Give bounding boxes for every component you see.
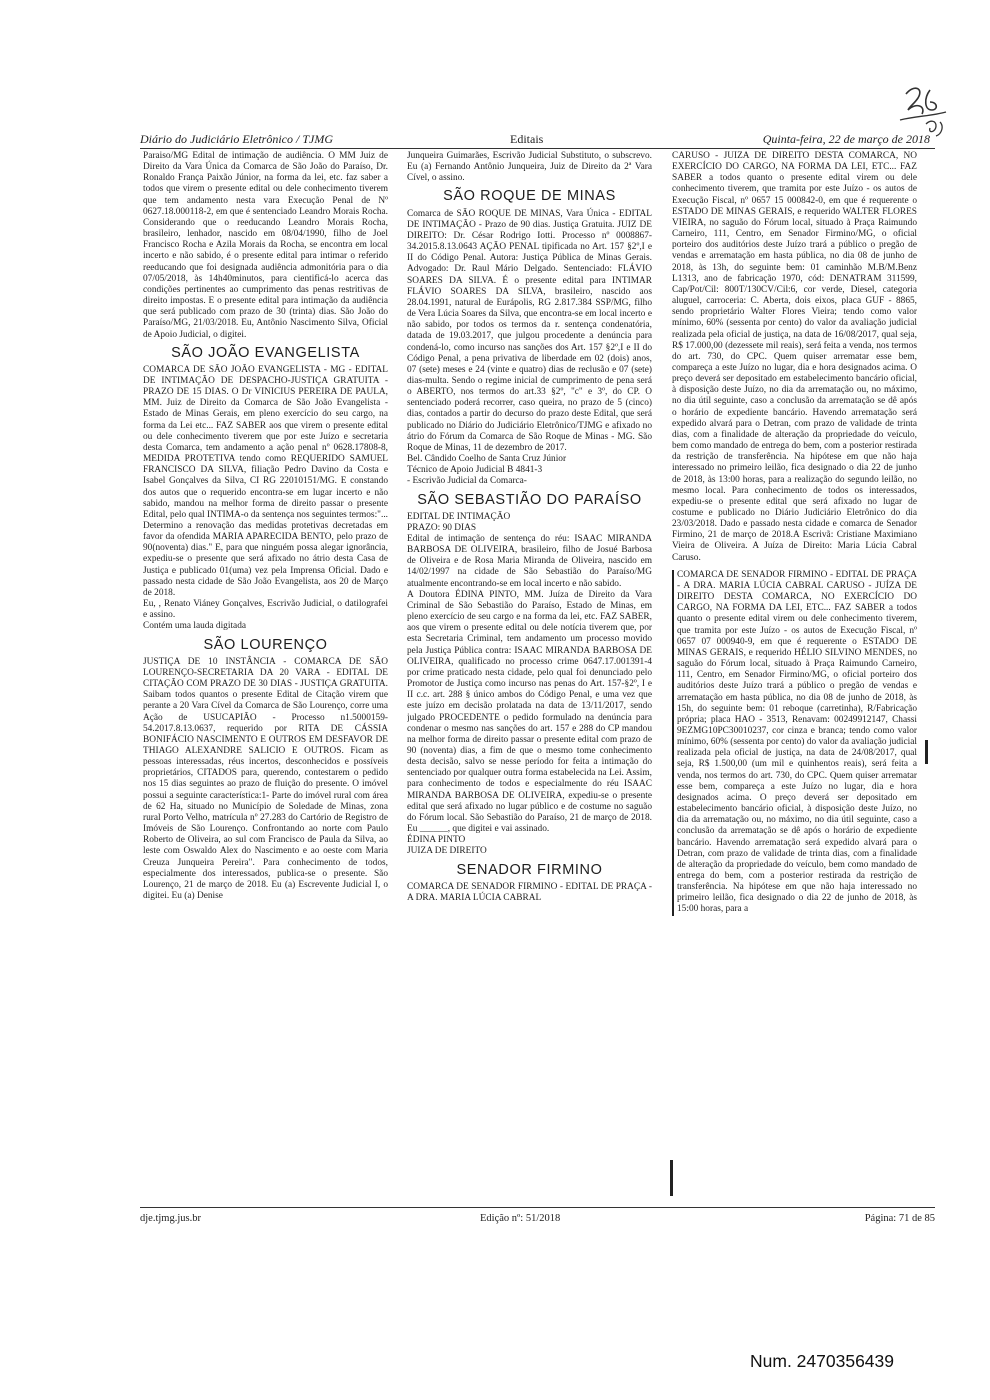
section-heading: SÃO LOURENÇO xyxy=(203,636,328,653)
header-section: Editais xyxy=(510,132,544,146)
edict-signature: JUIZA DE DIREITO xyxy=(407,846,487,857)
column-2 xyxy=(407,151,652,1196)
margin-bracket xyxy=(670,1160,673,1196)
page-header xyxy=(140,132,930,148)
header-journal-title: Diário do Judiciário Eletrônico / TJMG xyxy=(140,132,333,146)
column-1 xyxy=(143,151,388,1196)
edict-paragraph-marked: COMARCA DE SENADOR FIRMINO - EDITAL DE PRAÇA - A DRA. MARIA LÚCIA CABRAL CARUSO - JUÍZA DE DIREITO DESTA COMARCA, NO EXERCÍCIO DO CARGO, NA FORMA DA LEI, ETC... FAZ SABER a todos quanto o presente edital virem ou dele conhecimento tiverem, que tramita por este Juízo - os autos de Execução Fiscal, nº 0657 07 000940-9, em que é requerente o ESTADO DE MINAS GERAIS, e requerido HÉLIO SILVINO MENDES, no saguão do Fórum local, situado à Praça Raimundo Carneiro, 111, Centro, em Senador Firmino/MG, o oficial porteiro dos auditórios deste Juízo trará a público o pregão de vendas e arrematação em hasta pública, no dia 08 de junho de 2018, às 15h, do seguinte bem: 01 reboque (carretinha), R/Fabricação própria; placa HAO - 3513, Renavam: 00249912147, Chassi 9EZMG10PC30010237, cor cinza e branca; tendo como valor mínimo, 60% (sessenta por cento) do valor da avaliação judicial realizada pela oficial de justiça, na data de 24/08/2017, qual seja, R$ 1.500,00 (um mil e quinhentos reais), será feita a venda, nos termos do art. 730, do CPC. Quem quiser arrematar esse bem, compareça a este Juízo no lugar, dia e hora designados acima. O preço deverá ser depositado em estabelecimento bancário oficial, à disposição deste Juízo, no dia da arrematação ou, no máximo, no dia útil seguinte, caso a conclusão da arrematação se dê após o horário de expediente bancário. Havendo arrematação será expedido alvará para o Detran, com prazo de validade de trinta dias, com a finalidade de alteração da propriedade do veículo, bem como mandado de entrega do bem, com a posterior restirada da restrição de transferência. Na hipótese em que não haja interessado no primeiro leilão, fica designado o dia 22 de junho de 2018, às 15:00 horas, para a xyxy=(672,570,917,916)
edict-signature: - Escrivão Judicial da Comarca- xyxy=(407,476,527,487)
edict-signature: Eu, , Renato Viáney Gonçalves, Escrivão Judicial, o datilografei e assino. xyxy=(143,599,388,621)
section-heading: SENADOR FIRMINO xyxy=(456,861,603,878)
page-footer xyxy=(140,1213,935,1227)
margin-bracket xyxy=(925,740,928,764)
section-heading: SÃO SEBASTIÃO DO PARAÍSO xyxy=(417,491,642,508)
footer-rule xyxy=(140,1207,935,1208)
edict-paragraph: COMARCA DE SÃO JOÃO EVANGELISTA - MG - EDITAL DE INTIMAÇÃO DE DESPACHO-JUSTIÇA GRATUITA - PRAZO DE 15 DIAS. O Dr VINICIUS PEREIRA DE PAULA, MM. Juiz de Direito da Comarca de São João Evangelista - Estado de Minas Gerais, em pleno exercício do seu cargo, na forma da Lei etc... FAZ SABER aos que virem o presente edital ou dele conhecimento tiverem que por este Juízo e secretaria desta Comarca, tem andamento a ação penal nº 0628.17808-8, MEDIDA PROTETIVA tendo como REQUERIDO SAMUEL FRANCISCO DA SILVA, filiação Pedro Davino da Costa e Isabel Gonçalves da Silva, CI RG 22010151/MG. E constando dos autos que o requerido encontra-se em lugar incerto e não sabido, mandou na melhor forma de direito passar o presente Edital, pelo qual INTIMA-o da sentença nos seguintes termos:"... Determino a renovação das medidas protetivas decretadas em favor da ofendida MARIA APARECIDA BENTO, pelo prazo de 90(noventa) dias." E, para que ninguém possa alegar ignorância, expediu-se o presente que será afixado no átrio desta Casa de Justiça e publicado 01(uma) vez pela Imprensa Oficial. Dado e passado nesta cidade de São João Evangelista, aos 20 de Março de 2018. xyxy=(143,364,388,598)
header-rule xyxy=(140,148,935,149)
edict-term: PRAZO: 90 DIAS xyxy=(407,522,477,533)
document-number-stamp: Num. 2470356439 xyxy=(750,1351,894,1371)
section-heading: SÃO ROQUE DE MINAS xyxy=(443,188,616,205)
edict-paragraph: Paraiso/MG Edital de intimação de audiência. O MM Juiz de Direito da Vara Única da Comarca de São João do Paraíso, Dr. Ronaldo França Paixão Júnior, na forma da lei, etc. faz saber a todos que virem o presente edital ou dele conhecimento tiverem que tem andamento nesta vara Execução Penal de Nº 0627.18.000118-2, em que é sentenciado Leandro Morais Rocha. Considerando que o reeducando Leandro Morais Rocha, brasileiro, lenhador, nascido em 08/04/1990, filho de Joel Francisco Rocha e Azila Morais da Rocha, se encontra em local incerto e não sabido, é o presente edital para intimar o referido reeducando que foi designada audiência admonitória para o dia 07/05/2018, às 14h40minutos, para cientificá-lo acerca das condições pertinentes ao cumprimento das penas restritivas de direito impostas. E o presente edital para intimação da audiência que será publicado com prazo de 30 (trinta) dias. São João do Paraíso/MG, 21/03/2018. Eu, Antônio Nascimento Silva, Oficial de Apoio Judicial, o digitei. xyxy=(143,151,388,340)
edict-signature: ÉDINA PINTO xyxy=(407,835,466,846)
edict-paragraph: Edital de intimação de sentença do réu: ISAAC MIRANDA BARBOSA DE OLIVEIRA, brasileiro, filho de Josué Barbosa de Oliveira e de Rosa Maria Miranda de Oliveira, nascido em 14/02/1997 na cidade de São Sebastião do Paraíso/MG atualmente encontrando-se em local incerto e não sabido. xyxy=(407,534,652,589)
footer-page: Página: 71 de 85 xyxy=(864,1213,935,1224)
edict-title: EDITAL DE INTIMAÇÃO xyxy=(407,511,511,522)
edict-paragraph: Comarca de SÃO ROQUE DE MINAS, Vara Única - EDITAL DE INTIMAÇÃO - Prazo de 90 dias. Justiça Gratuita. JUIZ DE DIREITO: Dr. César Rodrigo Iotti. Processo nº 0008867-34.2015.8.13.0643 AÇÃO PENAL tipificada no Art. 157 §2º,I e II do Código Penal. Autora: Justiça Pública de Minas Gerais. Advogado: Dr. Raul Mário Delgado. Sentenciado: FLÁVIO SOARES DA SILVA. É o presente edital para INTIMAR FLÁVIO SOARES DA SILVA, brasileiro, nascido aos 28.04.1991, natural de Eurápolis, RG 2.817.384 SSP/MG, filho de Vera Lúcia Soares da Silva, que encontra-se em local incerto e não sabido, por todos os termos da r. sentença condenatória, datada de 19.03.2017, que julgou procedente a denúncia para condená-lo, como incurso nas sanções dos Art. 157 §2º,I e II do Código Penal, a pena privativa de liberdade em 02 (dois) anos, 07 (sete) meses e 24 (vinte e quatro) dias de reclusão e 07 (sete) dias-multa. Sendo o regime inicial de cumprimento de pena será o ABERTO, nos termos do art.33 §2º, "c" e 3º, do CP. O sentenciado poderá recorrer, caso queira, no prazo de 5 (cinco) dias, contados a partir do decurso do prazo deste Edital, que será publicado no Diário do Judiciário Eletrônico/TJMG e afixado no átrio do Fórum da Comarca de São Roque de Minas - MG. São Roque de Minas, 11 de dezembro de 2017. xyxy=(407,208,652,453)
edict-paragraph: CARUSO - JUÍZA DE DIREITO DESTA COMARCA, NO EXERCÍCIO DO CARGO, NA FORMA DA LEI, ETC... FAZ SABER a todos quanto o presente edital virem ou dele conhecimento tiverem, que tramita por este Juízo - os autos de Execução Fiscal, nº 0657 15 000842-0, em que é requerente o ESTADO DE MINAS GERAIS, e requerido WALTER FLORES VIEIRA, no saguão do Fórum local, situado à Praça Raimundo Carneiro, 111, Centro, em Senador Firmino/MG, o oficial porteiro dos auditórios deste Juízo trará a público o pregão de vendas e arrematação em hasta pública, no dia 08 de junho de 2018, às 13h, do seguinte bem: 01 caminhão M.B/M.Benz L1313, ano de fabricação 1970, cód: DENATRAM 311599, Cap/Pot/Cil: 800T/130CV/Cil:6, cor verde, Diesel, categoria aluguel, carroceria: C. Aberta, dois eixos, placa GUF - 8865, sendo proprietário Walter Flores Vieira; tendo como valor mínimo, 60% (sessenta por cento) do valor da avaliação judicial realizada pela oficial de justiça, na data de 16/08/2017, qual seja, R$ 17.000,00 (dezessete mil reais), será feita a venda, nos termos do art. 730, do CPC. Quem quiser arrematar esse bem, compareça a este Juízo no lugar, dia e hora designados acima. O preço deverá ser depositado em estabelecimento bancário oficial, à disposição deste Juízo, no dia da arrematação ou, no máximo, no dia útil seguinte, caso a conclusão da arrematação se dê após o horário de expediente bancário. Havendo arrematação será expedido alvará para o Detran, com prazo de validade de trinta dias, com a finalidade de alteração da propriedade do veículo, bem como mandado de entrega do bem, com a posterior restirada da restrição de transferência. Na hipótese em que não haja interessado no primeiro leilão, fica designado o dia 22 de junho de 2018, às 13:00 horas, para a realização do segundo leilão, no mesmo local. Para conhecimento de todos os interessados, expediu-se o presente edital que será afixado no lugar de costume e publicado no Diário Judiciário Eletrônico do dia 23/03/2018. Dado e passado nesta cidade e comarca de Senador Firmino, 21 de março de 2018.A Escrivã: Cristiane Maximiano Vieira de Oliveira. A Juíza de Direito: Maria Lúcia Cabral Caruso. xyxy=(672,151,917,563)
edict-paragraph: A Doutora ÉDINA PINTO, MM. Juíza de Direito da Vara Criminal de São Sebastião do Paraíso, Estado de Minas, em pleno exercício de seu cargo e na forma da lei, etc. FAZ SABER, aos que virem o presente edital ou dele notícia tiverem que, por esta Secretaria Criminal, tem andamento um processo movido pela Justiça Pública contra: ISAAC MIRANDA BARBOSA DE OLIVEIRA, qualificado no processo crime 0647.17.001391-4 por crime praticado nesta cidade, pelo qual foi denunciado pelo Promotor de Justiça como incurso nas penas do Art. 157-§2º, I e II c.c. art. 288 § único ambos do Código Penal, e uma vez que este juízo em decisão prolatada na data de 13/11/2017, sendo julgado PROCEDENTE o pedido formulado na denúncia para condenar o mesmo nas sanções do art. 157 e 288 do CP mandou na melhor forma de direito passar o presente edital com prazo de 90 (noventa) dias, a fim de que o mesmo tome conhecimento desta decisão, salvo se nesse período for feita a intimação do sentenciado por qualquer outra forma estabelecida na Lei. Assim, para conhecimento de todos e especialmente do réu ISAAC MIRANDA BARBOSA DE OLIVEIRA, expediu-se o presente edital que será afixado no lugar público e de costume no saguão do Fórum local. São Sebastião do Paraíso, 21 de março de 2018. Eu ______, que digitei e vai assinado. xyxy=(407,589,652,835)
section-heading: SÃO JOÃO EVANGELISTA xyxy=(171,344,360,361)
footer-site: dje.tjmg.jus.br xyxy=(140,1213,201,1224)
edict-paragraph: COMARCA DE SENADOR FIRMINO - EDITAL DE PRAÇA - A DRA. MARIA LÚCIA CABRAL xyxy=(407,881,652,903)
edict-paragraph: Junqueira Guimarães, Escrivão Judicial Substituto, o subscrevo. Eu (a) Fernando Antônio Junqueira, Juiz de Direito da 2ª Vara Cível, o assino. xyxy=(407,151,652,184)
footer-edition: Edição nº: 51/2018 xyxy=(480,1213,561,1224)
edict-paragraph: JUSTIÇA DE 10 INSTÂNCIA - COMARCA DE SÃO LOURENÇO-SECRETARIA DA 20 VARA - EDITAL DE CITAÇÃO COM PRAZO DE 30 DIAS - JUSTIÇA GRATUITA. Saibam todos quantos o presente Edital de Citação virem que perante a 20 Vara Cível da Comarca de São Lourenço, corre uma Ação de USUCAPIÃO - Processo n1.5000159-54.2017.8.13.0637, requerido por RITA DE CÁSSIA BONIFÁCIO NASCIMENTO E OUTROS EM DESFAVOR DE THIAGO ALEXANDRE SALICIO E OUTROS. Ficam as pessoas interessadas, réus incertos, desconhecidos e possíveis proprietários, CITADOS para, querendo, contestarem o pedido nos 15 dias seguintes ao prazo de fluição do presente. O imóvel possui a seguinte característica:1- Parte do imóvel rural com área de 62 Ha, situado no Município de Soledade de Minas, zona rural Porto Velho, matrícula nº 27.283 do Cartório de Registro de Imóveis de São Lourenço. Confrontando ao norte com Paulo Roberto de Oliveira, ao sul com Francisco de Paula da Silva, ao leste com Oswaldo Alex do Nascimento e ao oeste com Maria Creuza Junqueira Pereira". Para conhecimento de todos, especialmente dos interessados, publica-se o presente. São Lourenço, 21 de março de 2018. Eu (a) Escrevente Judicial I, o digitei. Eu (a) Denise xyxy=(143,656,388,901)
column-3 xyxy=(672,151,917,1196)
edict-signature: Técnico de Apoio Judicial B 4841-3 xyxy=(407,465,543,476)
handwritten-page-number xyxy=(896,80,952,140)
header-date: Quinta-feira, 22 de março de 2018 xyxy=(762,132,930,146)
edict-note: Contém uma lauda digitada xyxy=(143,621,247,632)
edict-signature: Bel. Cândido Coelho de Santa Cruz Júnior xyxy=(407,454,567,465)
